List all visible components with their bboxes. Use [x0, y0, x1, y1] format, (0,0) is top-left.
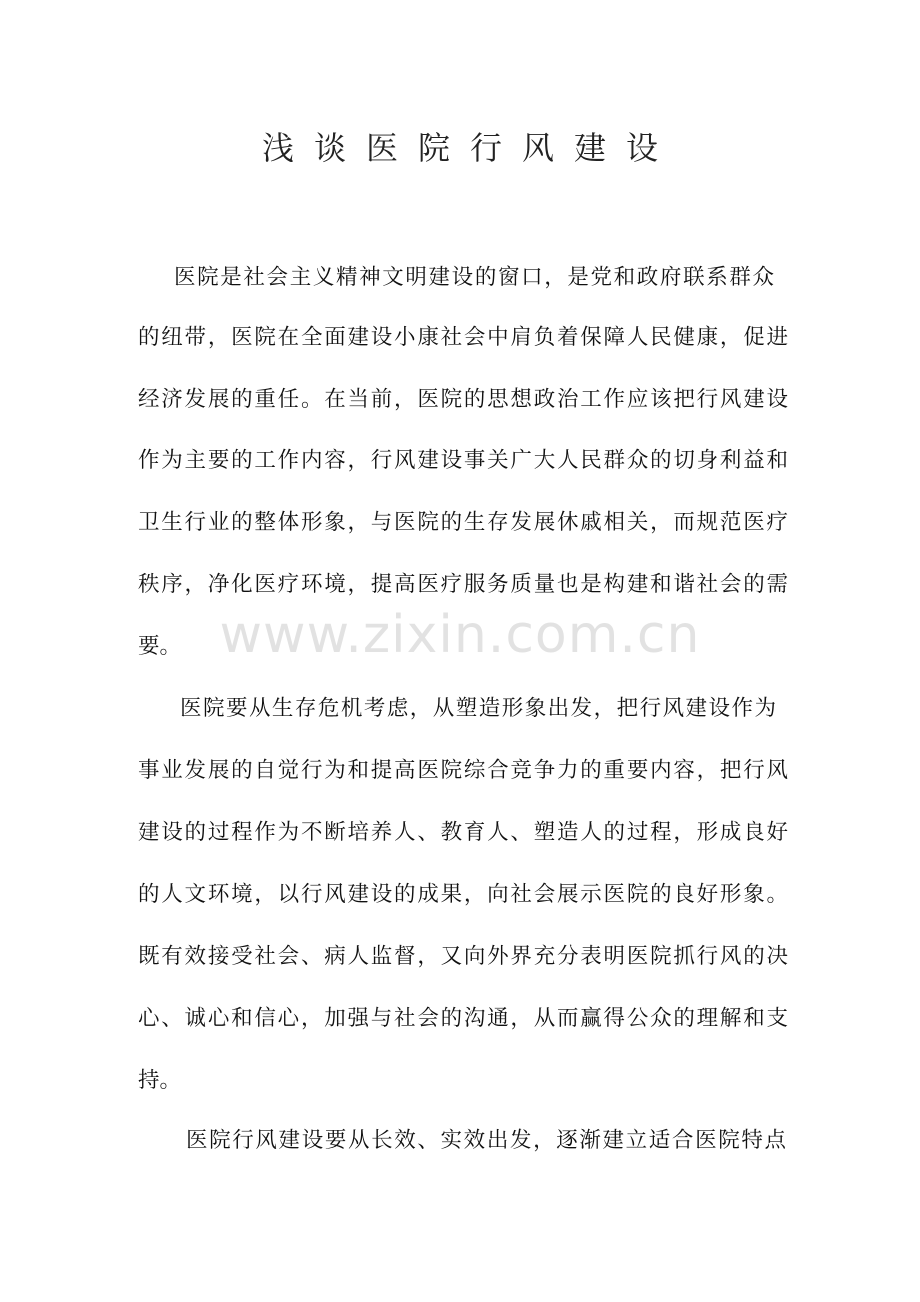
paragraph-line: 秩序，净化医疗环境，提高医疗服务质量也是构建和谐社会的需: [138, 572, 788, 597]
paragraph-line: 卫生行业的整体形象，与医院的生存发展休戚相关，而规范医疗: [138, 510, 788, 535]
paragraph-line: 的纽带，医院在全面建设小康社会中肩负着保障人民健康，促进: [138, 325, 788, 350]
paragraph-line: 的人文环境，以行风建设的成果，向社会展示医院的良好形象。: [138, 882, 788, 907]
paragraph-line: 作为主要的工作内容，行风建设事关广大人民群众的切身利益和: [138, 448, 788, 473]
paragraph-line: 医院行风建设要从长效、实效出发，逐渐建立适合医院特点: [186, 1128, 786, 1153]
watermark-text: www.zixin.com.cn: [219, 605, 701, 665]
paragraph-line: 建设的过程作为不断培养人、教育人、塑造人的过程，形成良好: [138, 820, 788, 845]
paragraph-line: 医院要从生存危机考虑，从塑造形象出发，把行风建设作为: [180, 696, 776, 721]
paragraph-line: 经济发展的重任。在当前，医院的思想政治工作应该把行风建设: [138, 387, 788, 412]
document-title: 浅谈医院行风建设: [261, 129, 678, 167]
paragraph-line: 既有效接受社会、病人监督，又向外界充分表明医院抓行风的决: [138, 944, 788, 969]
paragraph-line: 持。: [138, 1068, 182, 1093]
paragraph-line: 心、诚心和信心，加强与社会的沟通，从而赢得公众的理解和支: [138, 1006, 788, 1031]
paragraph-line: 要。: [138, 634, 182, 659]
paragraph-line: 事业发展的自觉行为和提高医院综合竞争力的重要内容，把行风: [138, 758, 788, 783]
paragraph-line: 医院是社会主义精神文明建设的窗口，是党和政府联系群众: [174, 265, 774, 290]
